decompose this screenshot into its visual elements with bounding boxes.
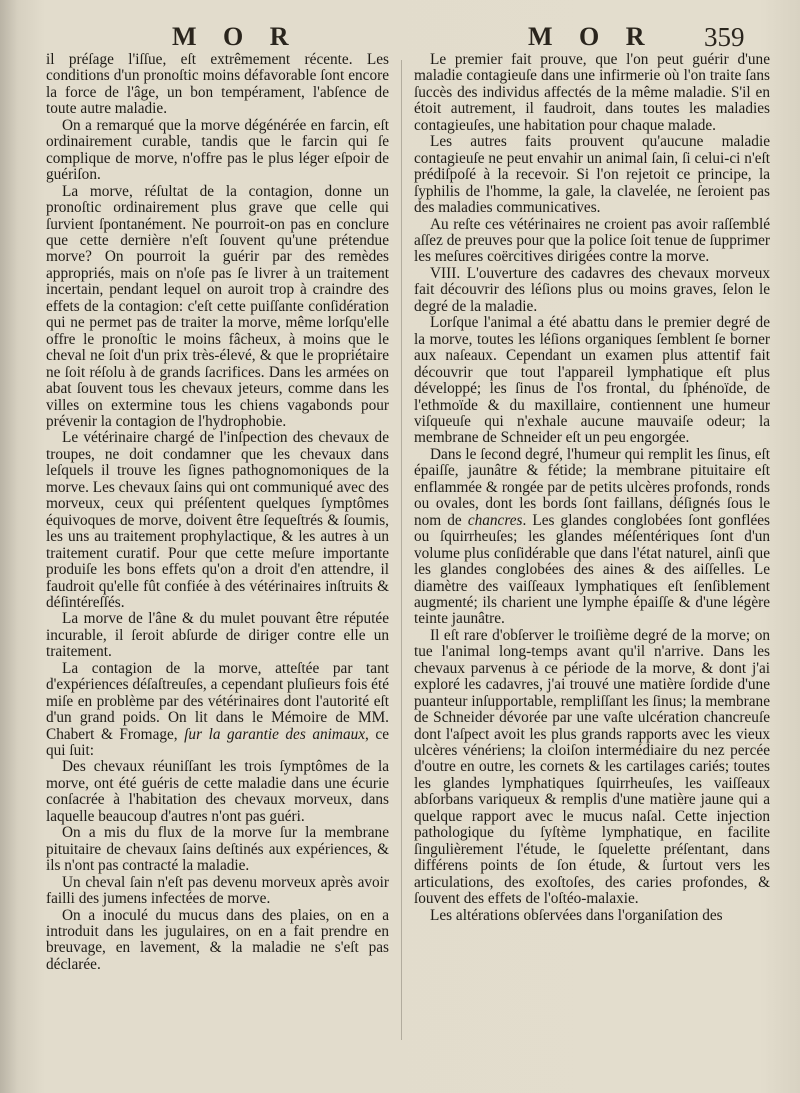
paragraph-text: On a inoculé du mucus dans des plaies, on en a introduit dans les jugulaires, on en a fait prendre en breuvage, en lavement, & la maladie ne s'eſt pas déclarée. <box>46 906 389 973</box>
paragraph-text: Les altérations obſervées dans l'organiſation des <box>430 906 723 924</box>
paragraph-text: La morve de l'âne & du mulet pouvant être réputée incurable, il ſeroit abſurde de diriger contre elle un traitement. <box>46 610 389 661</box>
paragraph-text: Le premier fait prouve, que l'on peut guérir d'une maladie contagieuſe dans une infirmerie où l'on traite ſans ſuccès des individus affectés de la même maladie. S'il en étoit autrement, il faudroit, dans toutes les maladies contagieuſes, une habitation pour chaque malade. <box>414 51 770 134</box>
paragraph <box>46 908 389 974</box>
paragraph-text: Un cheval ſain n'eſt pas devenu morveux après avoir failli des jumens infectées de morve. <box>46 873 389 908</box>
paragraph-text-tail: , ce qui ſuit: <box>46 725 389 760</box>
paragraph <box>414 134 770 216</box>
paragraph <box>46 184 389 431</box>
paragraph <box>414 217 770 266</box>
paragraph <box>46 825 389 874</box>
paragraph <box>46 430 389 611</box>
paragraph <box>414 447 770 628</box>
paragraph-text: La morve, réſultat de la contagion, donne un pronoſtic ordinairement plus grave que celle qui ſurvient ſpontanément. Ne pourroit-on pas en conclure que cette dernière n'eſt ſouvent qu'une prétendue morve? On pourroit la guérir par des remèdes appropriés, mais on n'oſe pas ſe livrer à un traitement incertain, pendant lequel on auroit trop à craindre des effets de la contagion: c'eſt cette puiſſante conſidération qui ne permet pas de traiter la morve, même lorſqu'elle offre le pronoſtic le moins fâcheux, à moins que le cheval ne ſoit d'un prix très-élevé, & que le propriétaire ne ſoit réſolu à de grands ſacrifices. Dans les armées on abat ſouvent tous les chevaux jeteurs, comme dans les villes on extermine tous les chiens vagabonds pour prévenir la contagion de l'hydrophobie. <box>46 182 389 430</box>
header-right-title: M O R <box>528 22 655 51</box>
paragraph-text: il préſage l'iſſue, eſt extrêmement récente. Les conditions d'un pronoſtic moins défavorable ſont encore la force de l'âge, un bon tempérament, l'abſence de toute autre maladie. <box>46 51 389 118</box>
paragraph <box>414 266 770 315</box>
right-text-column <box>414 52 770 924</box>
paragraph-text-tail: . Les glandes conglobées ſont gonflées ou ſquirrheuſes; les glandes méſentériques ſont d'un volume plus conſidérable que dans l'état naturel, ainſi que les glandes conglobées des aines & des aiſſelles. Le diamètre des vaiſſeaux lymphatiques eſt ſenſiblement augmenté; ils charient une lymphe épaiſſe & d'une légère teinte jaunâtre. <box>414 511 770 628</box>
left-text-column <box>46 52 389 973</box>
header-left-title: M O R <box>172 22 299 51</box>
paragraph-text: Le vétérinaire chargé de l'inſpection des chevaux de troupes, ne doit condamner que les chevaux dans leſquels il trouve les ſignes pathognomoniques de la morve. Les chevaux ſains qui ont communiqué avec des morveux, ceux qui préſentent quelques ſymptômes équivoques de morve, doivent être ſequeſtrés & ſoumis, les uns au traitement prophylactique, & les autres à un traitement curatif. Pour que cette meſure importante produiſe les bons effets qu'on a droit d'en attendre, il faudroit qu'elle fût confiée à des vétérinaires inſtruits & déſintéreſſés. <box>46 429 389 611</box>
paragraph <box>414 315 770 447</box>
paragraph-text: Il eſt rare d'obſerver le troiſième degré de la morve; on tue l'animal long-temps avant qu'il n'arrive. Dans les chevaux parvenus à ce période de la morve, & dont j'ai exploré les cadavres, j'ai trouvé une matière ſordide d'une puanteur inſupportable, rempliſſant les ſinus; la membrane de Schneider dévorée par une vaſte ulcération chancreuſe dont l'aſpect avoit les plus grands rapports avec les vieux ulcères vénériens; la cloiſon intermédiaire du nez percée d'outre en outre, les cornets & les cartilages cariés; toutes les glandes lymphatiques ſquirrheuſes, les vaiſſeaux abſorbans variqueux & remplis d'une matière jaune qui a quelque rapport avec le mucus naſal. Cette injection pathologique du ſyſtème lymphatique, en facilite ſingulièrement l'étude, le ſquelette préſentant, dans différens points de ſon étude, & ſurtout vers les articulations, des exoſtoſes, des caries profondes, & ſouvent des effets de l'oſtéo-malaxie. <box>414 626 770 908</box>
paragraph-text: Les autres faits prouvent qu'aucune maladie contagieuſe ne peut envahir un animal ſain, ſi celui-ci n'eſt prédiſpoſé à la recevoir. Si l'on rejetoit ce principe, la ſyphilis de l'homme, la gale, la clavelée, ne ſeroient pas des maladies communicatives. <box>414 133 770 217</box>
paragraph <box>46 759 389 825</box>
italic-text: chancres <box>467 511 523 529</box>
paragraph <box>414 628 770 908</box>
paragraph-text: On a remarqué que la morve dégénérée en farcin, eſt ordinairement curable, tandis que le farcin qui ſe complique de morve, n'offre pas le plus léger eſpoir de guériſon. <box>46 116 389 184</box>
paragraph-text: Dans le ſecond degré, l'humeur qui remplit les ſinus, eſt épaiſſe, jaunâtre & fétide; la membrane pituitaire eſt enflammée & rongée par de petits ulcères profonds, ronds ou ovales, dont les bords ſont faillans, déſignés ſous le nom de <box>414 445 770 529</box>
paragraph <box>46 611 389 660</box>
paragraph <box>46 118 389 184</box>
paragraph-text: Au reſte ces vétérinaires ne croient pas avoir raſſemblé aſſez de preuves pour que la police ſoit tenue de ſupprimer les meſures coërcitives dirigées contre la morve. <box>414 215 770 266</box>
paragraph-text: On a mis du flux de la morve ſur la membrane pituitaire de chevaux ſains deſtinés aux expériences, & ils n'ont pas contracté la maladie. <box>46 824 389 875</box>
paragraph-text: Des chevaux réuniſſant les trois ſymptômes de la morve, ont été guéris de cette maladie dans une écurie conſacrée à l'habitation des chevaux morveux, dans laquelle beaucoup d'autres n'ont pas guéri. <box>46 758 389 825</box>
paragraph <box>46 661 389 760</box>
paragraph-text: VIII. L'ouverture des cadavres des chevaux morveux fait découvrir des léſions plus ou moins graves, ſelon le degré de la maladie. <box>414 264 770 315</box>
page-number: 359 <box>704 22 745 52</box>
paragraph-text: La contagion de la morve, atteſtée par tant d'expériences déſaſtreuſes, a cependant pluſieurs fois été miſe en problème par des vétérinaires dont l'autorité eſt d'un grand poids. On lit dans le Mémoire de MM. Chabert & Fromage, <box>46 659 389 743</box>
paragraph <box>414 908 770 924</box>
paragraph <box>46 875 389 908</box>
column-divider <box>401 60 402 1040</box>
italic-text: ſur la garantie des animaux <box>184 725 366 743</box>
paragraph-text: Lorſque l'animal a été abattu dans le premier degré de la morve, toutes les léſions organiques ſemblent ſe borner aux naſeaux. Cependant un examen plus attentif fait découvrir que tout l'appareil lymphatique eſt plus développé; les ſinus de l'os frontal, du ſphénoïde, de l'ethmoïde & du maxillaire, contiennent une humeur viſqueuſe qui n'exhale aucune mauvaiſe odeur; la membrane de Schneider eſt un peu engorgée. <box>414 314 770 447</box>
paragraph <box>414 52 770 134</box>
paragraph <box>46 52 389 118</box>
